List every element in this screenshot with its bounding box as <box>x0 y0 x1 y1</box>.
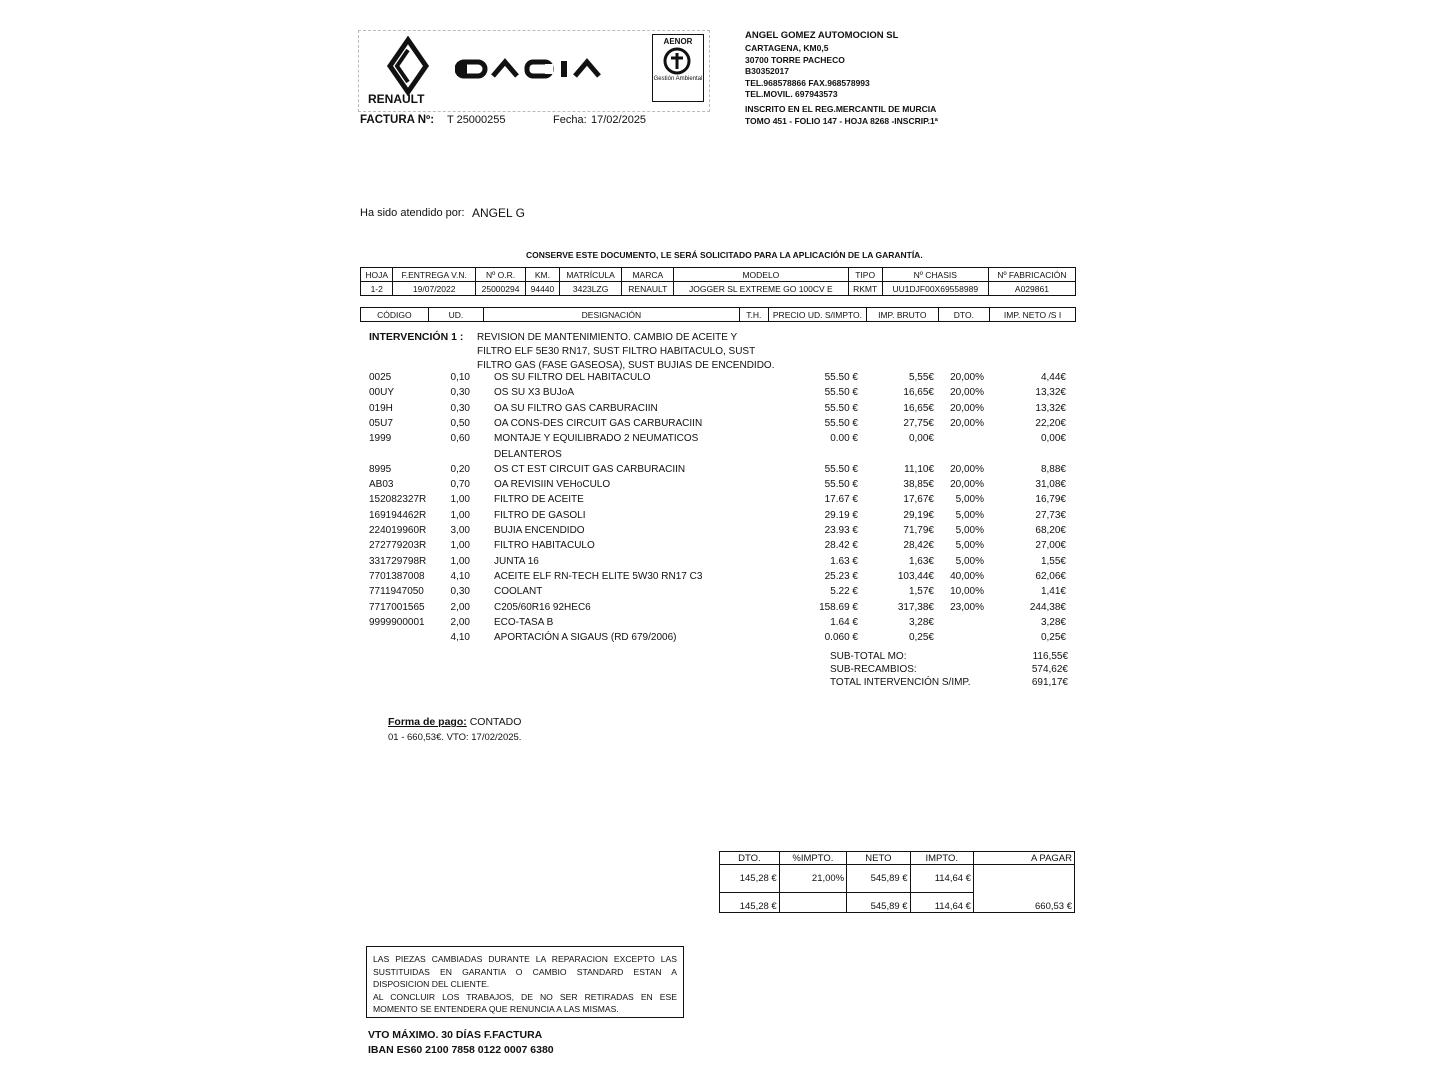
line-item-net: 244,38€ <box>1029 601 1066 613</box>
warranty-notice: CONSERVE ESTE DOCUMENTO, LE SERÁ SOLICITADO PARA LA APLICACIÓN DE LA GARANTÍA. <box>526 250 923 260</box>
line-item-row <box>0 418 1440 433</box>
line-item-desc: COOLANT <box>494 586 543 598</box>
vehicle-header-cell: Nº FABRICACIÓN <box>988 268 1075 282</box>
line-item-gross: 27,75€ <box>903 417 934 429</box>
line-item-gross: 38,85€ <box>903 479 934 491</box>
line-items <box>0 372 1440 648</box>
lines-header-row <box>361 308 1076 322</box>
lines-header-cell: T.H. <box>739 308 768 322</box>
line-item-dto: 5,00% <box>955 509 984 521</box>
line-item-desc: BUJIA ENCENDIDO <box>494 525 585 536</box>
vehicle-header-cell: Nº CHASIS <box>882 268 988 282</box>
line-item-row <box>0 540 1440 555</box>
totals-cell <box>779 893 846 913</box>
aenor-seal <box>652 34 704 102</box>
line-item-net: 1,41€ <box>1040 586 1066 598</box>
invoice-date: 17/02/2025 <box>591 114 647 126</box>
line-item-ud: 0,70 <box>450 479 470 491</box>
aenor-emblem-icon <box>653 46 701 76</box>
line-item-gross: 29,19€ <box>903 509 934 521</box>
line-item-gross: 317,38€ <box>897 601 934 613</box>
totals-row <box>720 865 1075 893</box>
line-item-net: 13,32€ <box>1035 402 1066 414</box>
vehicle-value-cell: 3423LZG <box>559 282 622 296</box>
line-item-price: 28.42 € <box>824 540 858 552</box>
lines-header-cell: UD. <box>428 308 484 322</box>
subtotal-label: TOTAL INTERVENCIÓN S/IMP. <box>830 677 971 688</box>
dacia-logo <box>455 56 615 87</box>
line-item-code: 7717001565 <box>369 601 425 613</box>
totals-cell: 145,28 € <box>720 893 780 913</box>
line-item-price: 55.50 € <box>824 463 858 475</box>
line-item-code: 00UY <box>369 387 395 399</box>
line-item-price: 5.22 € <box>830 586 858 598</box>
line-item-row <box>0 556 1440 571</box>
line-item-net: 8,88€ <box>1040 463 1066 475</box>
line-item-dto: 20,00% <box>950 479 984 491</box>
line-item-desc: JUNTA 16 <box>494 555 539 567</box>
parts-notice-text: AL CONCLUIR LOS TRABAJOS, DE NO SER RETIRADAS EN ESE MOMENTO SE ENTENDERA QUE RENUNCIA A LAS MISMAS. <box>373 991 677 1014</box>
line-item-dto: 23,00% <box>950 601 984 613</box>
line-item-desc: ECO-TASA B <box>494 616 554 628</box>
subtotal-value: 691,17€ <box>1031 677 1068 688</box>
subtotal-label: SUB-RECAMBIOS: <box>830 664 917 675</box>
totals-table <box>719 851 1075 913</box>
line-item-gross: 0,00€ <box>908 433 934 445</box>
line-item-row <box>0 464 1440 479</box>
line-item-code: 9999900001 <box>369 616 425 628</box>
line-item-desc: OS SU FILTRO DEL HABITACULO <box>494 372 651 383</box>
line-item-gross: 1,63€ <box>908 555 934 567</box>
renault-logo <box>378 36 438 96</box>
payment-method: CONTADO <box>469 716 522 728</box>
lines-header-cell: PRECIO UD. S/IMPTO. <box>768 308 866 322</box>
line-item-gross: 3,28€ <box>908 616 934 628</box>
line-item-net: 13,32€ <box>1035 387 1066 399</box>
line-item-ud: 0,10 <box>450 372 470 383</box>
line-item-ud: 0,20 <box>450 463 470 475</box>
company-address: CARTAGENA, KM0,5 <box>745 43 829 54</box>
line-item-dto: 20,00% <box>950 463 984 475</box>
parts-notice-text: LAS PIEZAS CAMBIADAS DURANTE LA REPARACION EXCEPTO LAS SUSTITUIDAS EN GARANTIA O CAMBIO STANDARD ESTAN A DISPOSICION DEL CLIENTE. <box>373 954 677 989</box>
line-item-code: 224019960R <box>369 525 427 536</box>
totals-cell: 545,89 € <box>847 893 910 913</box>
intervention-description-line: FILTRO GAS (FASE GASEOSA), SUST BUJIAS DE ENCENDIDO. <box>477 360 775 371</box>
totals-cell: 21,00% <box>779 865 846 893</box>
line-item-net: 27,73€ <box>1035 509 1066 521</box>
line-item-code: AB03 <box>369 479 394 491</box>
totals-cell: 545,89 € <box>847 865 910 893</box>
vehicle-value-cell: JOGGER SL EXTREME GO 100CV E <box>674 282 848 296</box>
vehicle-table <box>360 267 1076 296</box>
subtotal-row <box>830 676 1068 689</box>
line-item-net: 0,00€ <box>1040 433 1066 445</box>
line-item-code: 7711947050 <box>369 586 424 598</box>
payment-label: Forma de pago: <box>388 716 467 728</box>
line-item-code: 8995 <box>369 463 392 475</box>
iban: IBAN ES60 2100 7858 0122 0007 6380 <box>368 1044 554 1056</box>
line-item-gross: 0,25€ <box>908 632 934 644</box>
subtotal-value: 116,55€ <box>1032 651 1068 662</box>
line-item-price: 29.19 € <box>824 509 858 521</box>
line-item-row <box>0 602 1440 617</box>
line-item-row <box>0 586 1440 601</box>
vehicle-header-cell: MATRÍCULA <box>559 268 622 282</box>
line-item-row <box>0 403 1440 418</box>
lines-header-cell: CÓDIGO <box>361 308 429 322</box>
line-item-gross: 103,44€ <box>897 570 934 582</box>
attended-name: ANGEL G <box>472 206 525 220</box>
line-item-row <box>0 571 1440 586</box>
line-item-desc: OA CONS-DES CIRCUIT GAS CARBURACIIN <box>494 417 703 429</box>
line-item-code: 05U7 <box>369 417 393 429</box>
parts-notice <box>366 946 684 1018</box>
line-item-price: 23.93 € <box>824 525 858 536</box>
line-item-price: 55.50 € <box>824 417 858 429</box>
line-item-price: 55.50 € <box>824 372 858 383</box>
vehicle-header-cell: Nº O.R. <box>475 268 525 282</box>
line-item-ud: 0,30 <box>450 402 470 414</box>
vehicle-value-cell: 1-2 <box>361 282 393 296</box>
line-item-row <box>0 479 1440 494</box>
intervention-description-line: FILTRO ELF 5E30 RN17, SUST FILTRO HABITACULO, SUST <box>477 346 756 357</box>
line-item-desc: OA SU FILTRO GAS CARBURACIIN <box>494 402 658 414</box>
vehicle-value-cell: 25000294 <box>475 282 525 296</box>
line-item-price: 1.64 € <box>830 616 858 628</box>
lines-header-cell: DESIGNACIÓN <box>484 308 740 322</box>
line-item-price: 0.060 € <box>824 632 858 644</box>
line-item-row <box>0 449 1440 464</box>
line-item-net: 68,20€ <box>1035 525 1066 536</box>
vehicle-header-cell: MARCA <box>622 268 674 282</box>
line-item-row <box>0 510 1440 525</box>
line-item-net: 16,79€ <box>1035 494 1066 506</box>
line-item-code: 331729798R <box>369 555 427 567</box>
subtotal-value: 574,62€ <box>1031 664 1068 675</box>
line-item-desc: C205/60R16 92HEC6 <box>494 601 591 613</box>
subtotal-row <box>830 663 1068 676</box>
line-item-row <box>0 433 1440 448</box>
vehicle-value-cell: 19/07/2022 <box>393 282 475 296</box>
lines-header-cell: IMP. BRUTO <box>866 308 938 322</box>
intervention-label: INTERVENCIÓN 1 : <box>369 331 464 343</box>
totals-cell <box>973 865 1074 893</box>
totals-header-cell: DTO. <box>720 852 780 865</box>
vehicle-header-cell: TIPO <box>848 268 882 282</box>
line-item-gross: 16,65€ <box>903 402 934 414</box>
line-item-net: 4,44€ <box>1040 372 1066 383</box>
line-item-desc: DELANTEROS <box>494 448 562 460</box>
line-item-price: 0.00 € <box>830 433 858 445</box>
line-item-ud: 0,30 <box>450 586 470 598</box>
line-item-gross: 16,65€ <box>903 387 934 399</box>
line-item-price: 55.50 € <box>824 402 858 414</box>
line-item-desc: MONTAJE Y EQUILIBRADO 2 NEUMATICOS <box>494 433 699 445</box>
line-item-dto: 20,00% <box>950 402 984 414</box>
line-item-ud: 3,00 <box>450 525 470 536</box>
line-item-net: 31,08€ <box>1035 479 1066 491</box>
company-registry-detail: TOMO 451 - FOLIO 147 - HOJA 8268 -INSCRIP.1ª <box>745 115 938 126</box>
aenor-wordmark: AENOR <box>663 37 693 46</box>
lines-header-cell: IMP. NETO /S I <box>990 308 1076 322</box>
line-item-price: 25.23 € <box>824 570 858 582</box>
line-item-desc: OS SU X3 BUJoA <box>494 387 575 399</box>
subtotal-row <box>830 650 1068 663</box>
line-item-net: 1,55€ <box>1040 555 1066 567</box>
line-item-ud: 1,00 <box>450 509 470 521</box>
line-item-ud: 4,10 <box>450 570 470 582</box>
company-info <box>745 30 938 127</box>
line-item-code: 272779203R <box>369 540 427 552</box>
vehicle-value-cell: A029861 <box>988 282 1075 296</box>
line-item-desc: FILTRO DE GASOLI <box>494 509 586 521</box>
line-item-row <box>0 494 1440 509</box>
vehicle-value-row <box>361 282 1076 296</box>
line-item-dto: 20,00% <box>950 372 984 383</box>
totals-header-cell: NETO <box>847 852 910 865</box>
invoice-date-label: Fecha: <box>553 114 587 126</box>
lines-header-table <box>360 307 1076 322</box>
line-item-row <box>0 372 1440 387</box>
line-item-dto: 5,00% <box>955 555 984 567</box>
line-item-code: 0025 <box>369 372 392 383</box>
line-item-net: 0,25€ <box>1040 632 1066 644</box>
line-item-ud: 0,60 <box>450 433 470 445</box>
vehicle-value-cell: RENAULT <box>622 282 674 296</box>
line-item-row <box>0 617 1440 632</box>
line-item-price: 55.50 € <box>824 479 858 491</box>
line-item-ud: 1,00 <box>450 494 470 506</box>
line-item-gross: 1,57€ <box>908 586 934 598</box>
due-terms: VTO MÁXIMO. 30 DÍAS F.FACTURA <box>368 1029 543 1041</box>
vehicle-value-cell: UU1DJF00X69558989 <box>882 282 988 296</box>
totals-cell: 145,28 € <box>720 865 780 893</box>
line-item-code: 1999 <box>369 433 392 445</box>
totals-row <box>720 893 1075 913</box>
totals-amount-due: 660,53 € <box>973 893 1074 913</box>
subtotal-label: SUB-TOTAL MO: <box>830 651 907 662</box>
line-item-dto: 20,00% <box>950 387 984 399</box>
totals-header-cell: %IMPTO. <box>779 852 846 865</box>
vehicle-header-cell: HOJA <box>361 268 393 282</box>
lines-header-cell: DTO. <box>938 308 990 322</box>
line-item-desc: FILTRO DE ACEITE <box>494 494 584 506</box>
line-item-price: 158.69 € <box>819 601 858 613</box>
line-item-desc: OA REVISIIN VEHoCULO <box>494 479 611 491</box>
company-name: ANGEL GOMEZ AUTOMOCION SL <box>745 30 899 41</box>
totals-cell: 114,64 € <box>910 865 973 893</box>
line-item-gross: 71,79€ <box>903 525 934 536</box>
line-item-row <box>0 387 1440 402</box>
line-item-gross: 5,55€ <box>908 372 934 383</box>
line-item-dto: 5,00% <box>955 540 984 552</box>
line-item-price: 17.67 € <box>824 494 858 506</box>
line-item-net: 3,28€ <box>1040 616 1066 628</box>
totals-header-cell: A PAGAR <box>973 852 1074 865</box>
line-item-dto: 40,00% <box>950 570 984 582</box>
attended-label: Ha sido atendido por: <box>360 207 465 219</box>
line-item-price: 1.63 € <box>830 555 858 567</box>
line-item-ud: 1,00 <box>450 555 470 567</box>
totals-header-cell: IMPTO. <box>910 852 973 865</box>
line-item-dto: 5,00% <box>955 525 984 536</box>
invoice-number: T 25000255 <box>447 114 506 126</box>
vehicle-header-cell: MODELO <box>674 268 848 282</box>
line-item-net: 27,00€ <box>1035 540 1066 552</box>
line-item-code: 152082327R <box>369 494 427 506</box>
line-item-row <box>0 525 1440 540</box>
line-item-desc: FILTRO HABITACULO <box>494 540 595 552</box>
line-item-row <box>0 632 1440 647</box>
totals-header-row <box>720 852 1075 865</box>
line-item-net: 62,06€ <box>1035 570 1066 582</box>
line-item-ud: 2,00 <box>450 601 470 613</box>
line-item-net: 22,20€ <box>1035 417 1066 429</box>
line-item-gross: 11,10€ <box>904 463 934 475</box>
line-item-dto: 5,00% <box>955 494 984 506</box>
payment-block <box>388 716 521 728</box>
aenor-caption: Gestión Ambiental <box>653 76 703 82</box>
line-item-dto: 10,00% <box>950 586 984 598</box>
line-item-code: 169194462R <box>369 509 427 521</box>
line-item-desc: APORTACIÓN A SIGAUS (RD 679/2006) <box>494 632 677 644</box>
intervention-description <box>477 331 774 373</box>
vehicle-header-cell: KM. <box>526 268 560 282</box>
vehicle-value-cell: RKMT <box>848 282 882 296</box>
line-item-code: 7701387008 <box>369 570 425 582</box>
line-item-gross: 28,42€ <box>903 540 934 552</box>
line-item-desc: OS CT EST CIRCUIT GAS CARBURACIIN <box>494 463 686 475</box>
vehicle-value-cell: 94440 <box>526 282 560 296</box>
company-registry: INSCRITO EN EL REG.MERCANTIL DE MURCIA <box>745 104 937 115</box>
line-item-code: 019H <box>369 402 393 414</box>
line-item-ud: 2,00 <box>450 616 470 628</box>
invoice-number-label: FACTURA Nº: <box>360 114 435 126</box>
company-phone: TEL.968578866 FAX.968578993 <box>745 77 870 88</box>
line-item-price: 55.50 € <box>824 387 858 399</box>
payment-detail: 01 - 660,53€. VTO: 17/02/2025. <box>388 732 522 743</box>
company-cif: B30352017 <box>745 66 789 77</box>
line-item-dto: 20,00% <box>950 417 984 429</box>
line-item-ud: 1,00 <box>450 540 470 552</box>
renault-wordmark: RENAULT <box>368 92 425 106</box>
vehicle-header-cell: F.ENTREGA V.N. <box>393 268 475 282</box>
line-item-ud: 4,10 <box>450 632 470 644</box>
vehicle-header-row <box>361 268 1076 282</box>
subtotals <box>830 650 1068 689</box>
intervention-description-line: REVISION DE MANTENIMIENTO. CAMBIO DE ACEITE Y <box>477 332 738 343</box>
line-item-ud: 0,50 <box>450 417 470 429</box>
company-mobile: TEL.MOVIL. 697943573 <box>745 89 838 100</box>
company-city: 30700 TORRE PACHECO <box>745 54 845 65</box>
line-item-gross: 17,67€ <box>903 494 934 506</box>
line-item-desc: ACEITE ELF RN-TECH ELITE 5W30 RN17 C3 <box>494 570 703 582</box>
totals-cell: 114,64 € <box>910 893 973 913</box>
line-item-ud: 0,30 <box>450 387 470 399</box>
